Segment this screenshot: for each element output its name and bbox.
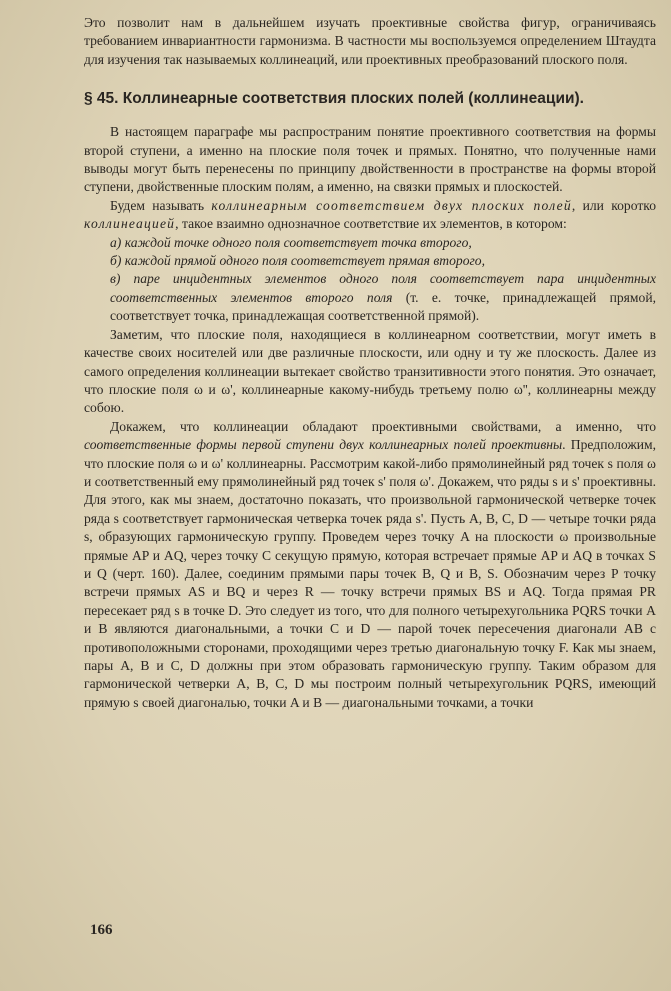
paragraph-4-text-a: Докажем, что коллинеации обладают проективными свойствами, а именно, что	[110, 418, 656, 434]
term-collinear-correspondence: коллинеарным соответствием двух плоских полей	[211, 197, 572, 213]
theorem-statement: соответственные формы первой ступени двух коллинеарных полей проективны	[84, 437, 563, 453]
term-collineation: коллинеацией	[84, 216, 176, 232]
intro-paragraph: Это позволит нам в дальнейшем изучать проективные свойства фигур, ограничиваясь требованием инвариантности гармонизма. В частности мы воспользуемся определением Штаудта для изучения так называемых коллинеаций, или проективных преобразований плоского поля.	[84, 15, 656, 67]
condition-a: а) каждой точке одного поля соответствует точка второго,	[110, 234, 472, 250]
page-number: 166	[90, 922, 113, 938]
paragraph-2-text-c: , такое взаимно однозначное соответствие их элементов, в котором:	[175, 216, 567, 232]
condition-c-explanation: (т. е. точке, принадлежащей прямой, соответствует точка, принадлежащая соответственной прямой).	[110, 289, 656, 324]
paragraph-2-text-b: , или коротко	[571, 197, 656, 213]
paragraph-2	[84, 197, 656, 234]
paragraph-1: В настоящем параграфе мы распространим понятие проективного соответствия на формы второй ступени, а именно на плоские поля точек и прямых. Понятно, что полученные нами выводы могут быть перенесены по принципу двойственности в пространстве на формы второй ступени, двойственные плоским полям, а именно, на связки прямых и плоскостей.	[84, 124, 656, 195]
paragraph-3: Заметим, что плоские поля, находящиеся в коллинеарном соответствии, могут иметь в качестве своих носителей или две различные плоскости, или одну и ту же плоскость. Далее из самого определения коллинеации вытекает свойство транзитивности этого понятия. Это означает, что плоские поля ω и ω', коллинеарные какому-нибудь третьему полю ω'', коллинеарны между собою.	[84, 326, 656, 416]
condition-c-text: в) паре инцидентных элементов одного поля соответствует пара инцидентных соответственных элементов второго поля	[110, 271, 656, 305]
condition-b: б) каждой прямой одного поля соответствует прямая второго,	[110, 253, 485, 269]
paragraph-4-text-b: . Предположим, что плоские поля ω и ω' коллинеарны. Рассмотрим какой-либо прямолинейный ряд точек s поля ω и соответственный ему прямолинейный ряд точек s' поля ω'. Докажем, что ряды s и s' проективны. Для этого, как мы знаем, достаточно показать, что произвольной гармонической четверке точек ряда s соответствует гармоническая четверка точек ряда s'. Пусть A, B, C, D — четыре точки ряда s, образующих гармоническую группу. Проведем через точку A на плоскости ω произвольные прямые AP и AQ, через точку C секущую прямую, которая встречает прямые AP и AQ в точках S и Q (черт. 160). Далее, соединим прямыми пары точек B, Q и B, S. Обозначим через P точку встречи прямых AS и BQ и через R — точку встречи прямых BS и AQ. Тогда прямая PR пересекает ряд s в точке D. Это следует из того, что для полного четырехугольника PQRS точки A и B являются диагональными, а точки C и D — парой точек пересечения диагонали AB с противоположными сторонами, проходящими через третью диагональную точку F. Как мы знаем, пары A, B и C, D должны при этом образовать гармоническую группу. Таким образом для гармонической четверки A, B, C, D мы построим полный четырехугольник PQRS, имеющий прямую s своей диагональю, точки A и B — диагональными точками, а точки	[84, 437, 656, 710]
section-heading: § 45. Коллинеарные соответствия плоских полей (коллинеации).	[84, 90, 584, 108]
paragraph-2-text-a: Будем называть	[110, 197, 212, 213]
condition-c	[84, 270, 656, 325]
paragraph-4	[84, 418, 656, 713]
page-text	[84, 14, 656, 712]
